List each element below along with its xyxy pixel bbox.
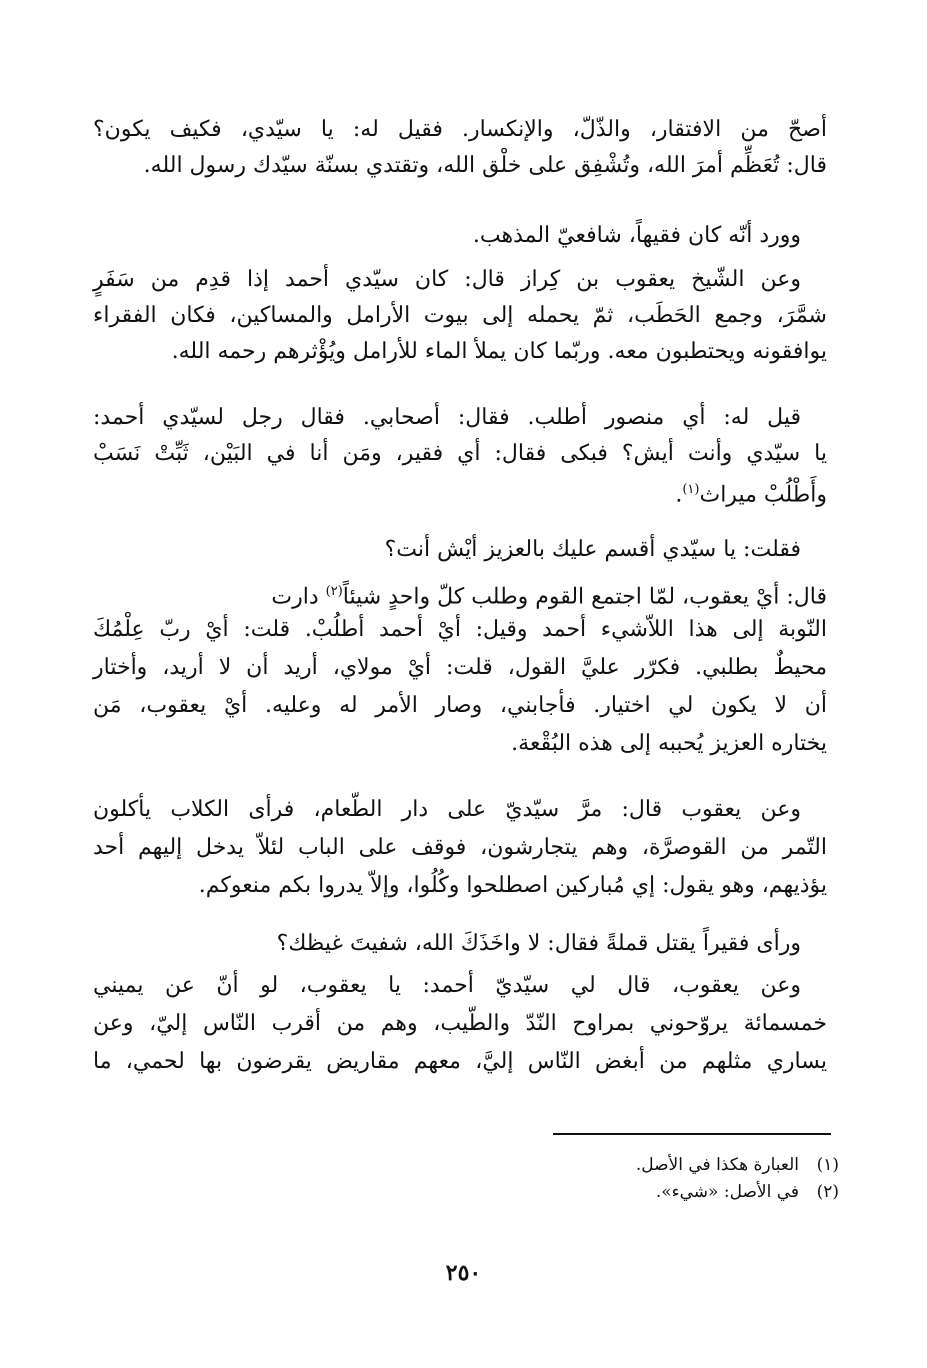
footnote-marker: (١) xyxy=(816,1155,839,1175)
text-line: وعن يعقوب قال: مرَّ سيّديّ على دار الطّعام، فرأى الكلاب يأكلون xyxy=(93,797,801,822)
footnote-separator xyxy=(553,1133,831,1135)
text-line: فقلت: يا سيّدي أقسم عليك بالعزيز أيْش أنت؟ xyxy=(384,537,801,562)
text-line: خمسمائة يروّحوني بمراوح النّدّ والطّيب، وهم من أقرب النّاس إليّ، وعن xyxy=(93,1011,827,1036)
text-line: محيطٌ بطلبي. فكرّر عليَّ القول، قلت: أيْ مولاي، أريد أن لا أريد، وأختار xyxy=(93,655,827,680)
page-number: ٢٥٠ xyxy=(445,1260,482,1286)
footnote-ref: (٢) xyxy=(325,584,343,599)
text-line: يوافقونه ويحتطبون معه. وربّما كان يملأ الماء للأرامل ويُؤْثرهم رحمه الله. xyxy=(171,339,827,364)
text-line: النّوبة إلى هذا اللاّشيء أحمد وقيل: أيْ أحمد أطلُبْ. قلت: أيْ ربّ عِلْمُكَ xyxy=(93,617,827,642)
text-line: يؤذيهم، وهو يقول: إي مُباركين اصطلحوا وكُلُوا، وإلاّ يدروا بكم منعوكم. xyxy=(198,873,827,898)
footnote-marker: (٢) xyxy=(816,1182,839,1202)
footnotes xyxy=(439,1152,839,1212)
text-line: يا سيّدي وأنت أيش؟ فبكى فقال: أي فقير، ومَن أنا في البَيْن، ثَبِّتْ نَسَبْ xyxy=(93,441,827,466)
footnote xyxy=(656,1179,839,1205)
text-line xyxy=(675,472,827,508)
text-line: وعن الشّيخ يعقوب بن كِراز قال: كان سيّدي أحمد إذا قدِم من سَفَرٍ xyxy=(93,267,801,292)
text-line: يختاره العزيز يُحببه إلى هذه البُقْعة. xyxy=(511,731,827,756)
text-segment: دارت xyxy=(271,584,326,610)
text-line: وورد أنّه كان فقيهاً، شافعيّ المذهب. xyxy=(472,223,801,248)
footnote-ref: (١) xyxy=(682,482,700,497)
footnote-text: في الأصل: «شيء». xyxy=(655,1182,799,1202)
text-segment: وأَطْلُبْ ميراث xyxy=(699,482,827,508)
text-line: أن لا يكون لي اختيار. فأجابني، وصار الأمر له وعليه. أيْ يعقوب، مَن xyxy=(93,693,827,718)
text-line: يساري مثلهم من أبغض النّاس إليَّ، معهم مقاريض يقرضون بها لحمي، ما xyxy=(93,1049,827,1074)
text-line: قال: تُعَظِّم أمرَ الله، وتُشْفِق على خلْق الله، وتقتدي بسنّة سيّدك رسول الله. xyxy=(143,153,827,178)
footnote xyxy=(636,1152,839,1178)
text-line: قيل له: أي منصور أطلب. فقال: أصحابي. فقال رجل لسيّدي أحمد: xyxy=(93,405,801,430)
text-segment: . xyxy=(675,482,683,508)
footnote-text: العبارة هكذا في الأصل. xyxy=(635,1155,799,1175)
main-text xyxy=(93,112,827,1112)
text-line: أصحّ من الافتقار، والذّلّ، والإنكسار. فقيل له: يا سيّدي، فكيف يكون؟ xyxy=(93,117,827,142)
text-line: التّمر من القوصرَّة، وهم يتجارشون، فوقف على الباب لئلاّ يدخل إليهم أحد xyxy=(93,835,827,860)
text-segment: قال: أيْ يعقوب، لمّا اجتمع القوم وطلب كلّ واحدٍ شيئاً xyxy=(342,584,827,610)
text-line: وعن يعقوب، قال لي سيّديّ أحمد: يا يعقوب، لو أنّ عن يميني xyxy=(93,973,801,998)
text-line: شمَّرَ، وجمع الحَطَب، ثمّ يحمله إلى بيوت الأرامل والمساكين، فكان الفقراء xyxy=(93,303,827,328)
text-line: ورأى فقيراً يقتل قملةً فقال: لا واخَذَكَ الله، شفيتَ غيظك؟ xyxy=(276,931,801,956)
text-line xyxy=(271,574,827,610)
